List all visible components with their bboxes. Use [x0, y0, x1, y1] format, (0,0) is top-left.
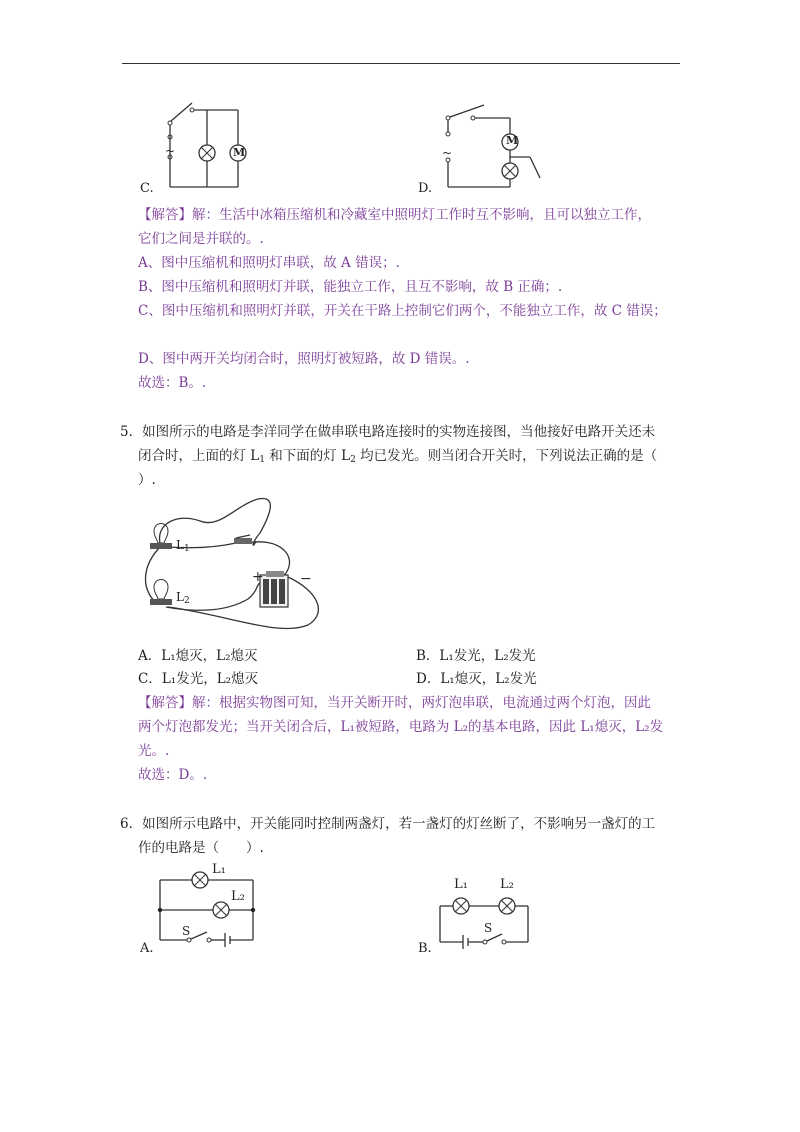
q5-fig-minus: −	[300, 571, 312, 587]
tilde-d: ~	[442, 146, 453, 160]
q5-answer-line2: 两个灯泡都发光；当开关闭合后，L₁被短路，电路为 L₂的基本电路，因此 L₁熄灭，L₂发	[138, 719, 664, 735]
q4-answer-d: D、图中两开关均闭合时，照明灯被短路，故 D 错误。.	[138, 351, 470, 367]
q5-answer-choice: 故选：D。.	[138, 767, 208, 783]
q6-circuit-a	[155, 868, 265, 948]
q6-line1: 6．如图所示电路中，开关能同时控制两盏灯，若一盏灯的灯丝断了，不影响另一盏灯的工	[120, 816, 656, 832]
q4-answer-line1: 【解答】解：生活中冰箱压缩机和冷藏室中照明灯工作时互不影响，且可以独立工作，	[138, 207, 651, 223]
q5-line3: ）.	[138, 472, 156, 488]
tilde-c: ~	[165, 144, 176, 158]
circuit-d-diagram	[438, 100, 558, 195]
q5-fig-plus: +	[252, 569, 264, 585]
q5-option-c: C．L₁发光，L₂熄灭	[138, 671, 259, 687]
q5-answer-line3: 光。.	[138, 743, 170, 759]
q6b-label-s: S	[484, 921, 493, 935]
q4-answer-b: B、图中压缩机和照明灯并联，能独立工作，且互不影响，故 B 正确；.	[138, 279, 563, 295]
motor-label-c: M	[233, 146, 246, 159]
option-c-label: C.	[140, 181, 154, 196]
option-d-label: D.	[418, 181, 433, 196]
q6-option-a-label: A.	[140, 941, 154, 956]
q4-answer-line2: 它们之间是并联的。.	[138, 231, 264, 247]
q4-answer-c: C、图中压缩机和照明灯并联，开关在干路上控制它们两个，不能独立工作，故 C 错误；	[138, 303, 667, 319]
q5-physical-circuit	[138, 495, 328, 640]
q6a-label-l1: L₁	[212, 862, 226, 877]
q5-option-d: D．L₁熄灭，L₂发光	[416, 671, 537, 687]
q6-option-b-label: B.	[418, 941, 432, 956]
motor-label-d: M	[506, 134, 519, 147]
q6a-label-l2: L₂	[231, 889, 245, 904]
header-rule	[122, 63, 680, 64]
q6b-label-l2: L₂	[500, 877, 514, 892]
q6a-label-s: S	[182, 924, 191, 938]
q6b-label-l1: L₁	[454, 877, 468, 892]
q5-line1: 5．如图所示的电路是李洋同学在做串联电路连接时的实物连接图，当他接好电路开关还未	[120, 424, 656, 440]
q5-line2: 闭合时，上面的灯 $L_1$ 和下面的灯 $L_2$ 均已发光。则当闭合开关时，下列说法正确的是（	[138, 448, 658, 465]
q5-fig-l2: $L_2$	[176, 590, 190, 606]
q5-option-b: B．L₁发光，L₂发光	[416, 648, 536, 664]
q5-option-a: A．L₁熄灭，L₂熄灭	[138, 648, 258, 664]
q4-answer-choice: 故选：B。.	[138, 375, 207, 391]
q5-fig-l1: $L_1$	[176, 538, 190, 554]
q6-line2: 作的电路是（ ）.	[138, 840, 264, 856]
q4-answer-a: A、图中压缩机和照明灯串联，故 A 错误；.	[138, 255, 400, 271]
q5-answer-line1: 【解答】解：根据实物图可知，当开关断开时，两灯泡串联，电流通过两个灯泡，因此	[138, 695, 651, 711]
